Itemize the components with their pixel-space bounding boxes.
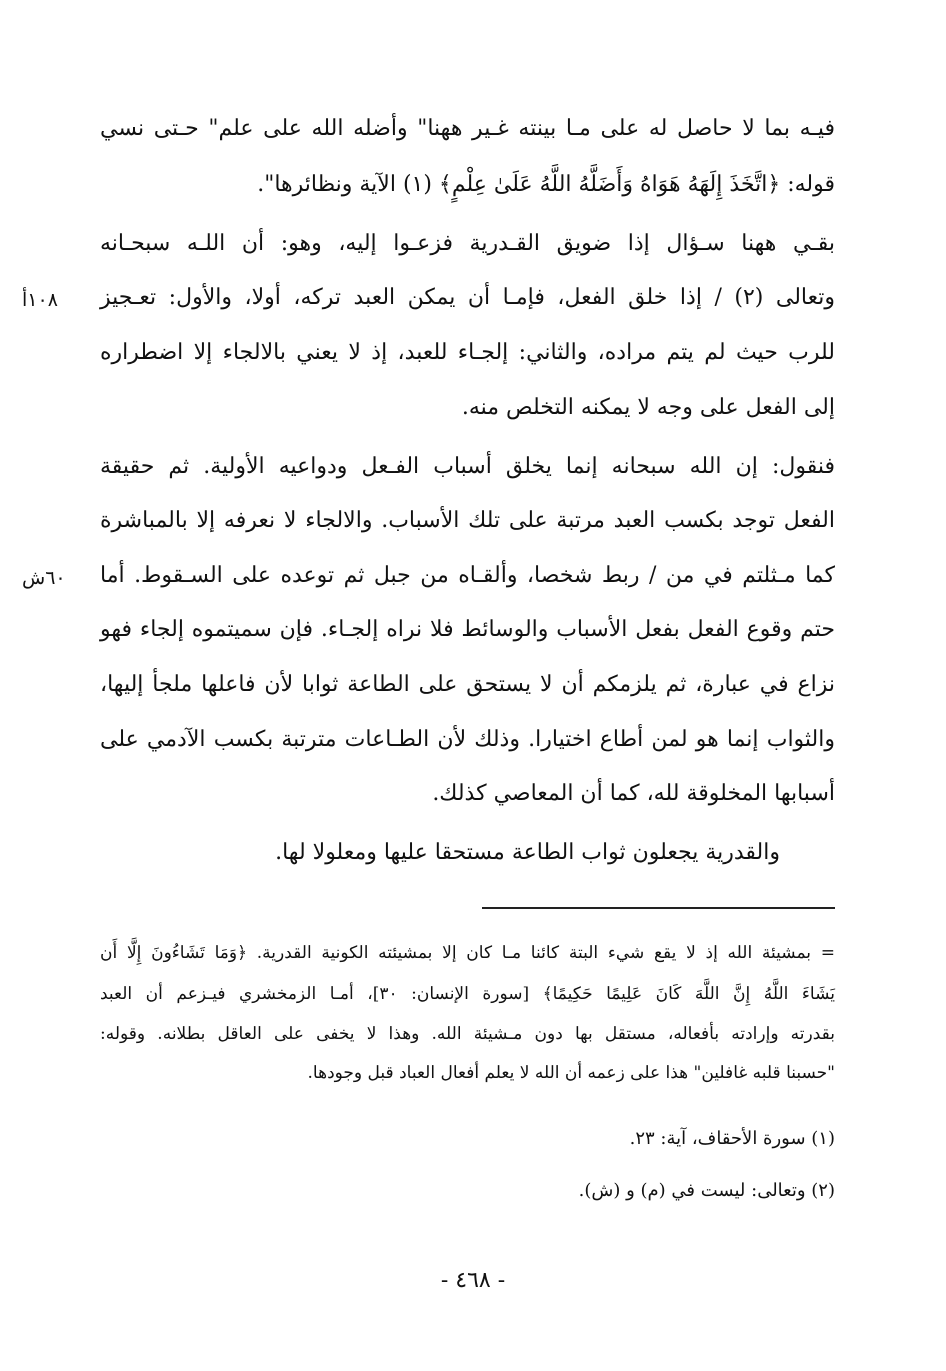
body-line: إلى الفعل على وجه لا يمكنه التخلص منه. (461, 395, 835, 420)
body-line: نزاع في عبارة، ثم يلزمكم أن لا يستحق على الطاعة ثوابا لأن فاعلها ملجأ إليها، (100, 672, 835, 697)
footnote-1: (١) سورة الأحقاف، آية: ٢٣. (629, 1128, 835, 1149)
body-line: فيـه بما لا حاصل له على مـا بينته غـير ههنا" وأضله الله على علم" حـتى نسي (100, 116, 835, 141)
body-line: للرب حيث لم يتم مراده، والثاني: إلجـاء للعبد، إذ لا يعني بالالجاء إلا اضطراره (100, 340, 835, 365)
footnote-line: يَشَاءَ اللَّهُ إِنَّ اللَّهَ كَانَ عَلِيمًا حَكِيمًا﴾ [سورة الإنسان: ٣٠]، أمـا الزمخشري فيـزعم أن العبد (100, 984, 835, 1004)
footnote-separator (482, 907, 835, 909)
body-line: كما مـثلتم في من / ربط شخصا، وألقـاه من جبل ثم توعده على السـقوط. أما (100, 563, 835, 588)
footnote-2: (٢) وتعالى: ليست في (م) و (ش). (578, 1180, 835, 1201)
body-line: وتعالى (٢) / إذا خلق الفعل، فإمـا أن يمكن العبد تركه، أولا، والأول: تعـجيز (100, 285, 835, 310)
body-line: والثواب إنما هو لمن أطاع اختيارا. وذلك لأن الطـاعات مترتبة بكسب الآدمي على (100, 727, 835, 752)
body-line: حتم وقوع الفعل بفعل الأسباب والوسائط فلا نراه إلجـاء. فإن سميتموه إلجاء فهو (100, 617, 835, 642)
margin-note: ١٠٨أ (22, 289, 58, 311)
body-line: والقدرية يجعلون ثواب الطاعة مستحقا عليها ومعلولا لها. (275, 840, 780, 865)
page-number: - ٤٦٨ - (440, 1268, 506, 1293)
footnote-line: "حسبنا قلبه غافلين" هذا على زعمه أن الله لا يعلم أفعال العباد قبل وجودها. (307, 1063, 835, 1083)
body-line: بقـي ههنا سـؤال إذا ضويق القـدرية فزعـوا إليه، وهو: أن اللـه سبحـانه (100, 231, 835, 256)
margin-note: ٦٠ش (22, 567, 66, 589)
footnote-line: بقدرته وإرادته بأفعاله، مستقل بها دون مـشيئة الله. وهذا لا يخفى على العاقل بطلانه. وقوله: (100, 1024, 835, 1044)
body-line: قوله: ﴿اتَّخَذَ إِلَهَهُ هَوَاهُ وَأَضَلَّهُ اللَّهُ عَلَىٰ عِلْمٍ﴾ (١) الآية ونظائرها". (257, 172, 835, 197)
footnote-line: = بمشيئة الله إذ لا يقع شيء البتة كائنا مـا كان إلا بمشيئته الكونية القدرية. ﴿وَمَا تَشَاءُونَ إِلَّا أَن (100, 943, 835, 963)
body-line: أسبابها المخلوقة لله، كما أن المعاصي كذلك. (432, 781, 835, 806)
body-line: الفعل توجد بكسب العبد مرتبة على تلك الأسباب. والالجاء لا نعرفه إلا بالمباشرة (100, 508, 835, 533)
body-line: فنقول: إن الله سبحانه إنما يخلق أسباب الفـعل ودواعيه الأولية. ثم حقيقة (100, 454, 835, 479)
